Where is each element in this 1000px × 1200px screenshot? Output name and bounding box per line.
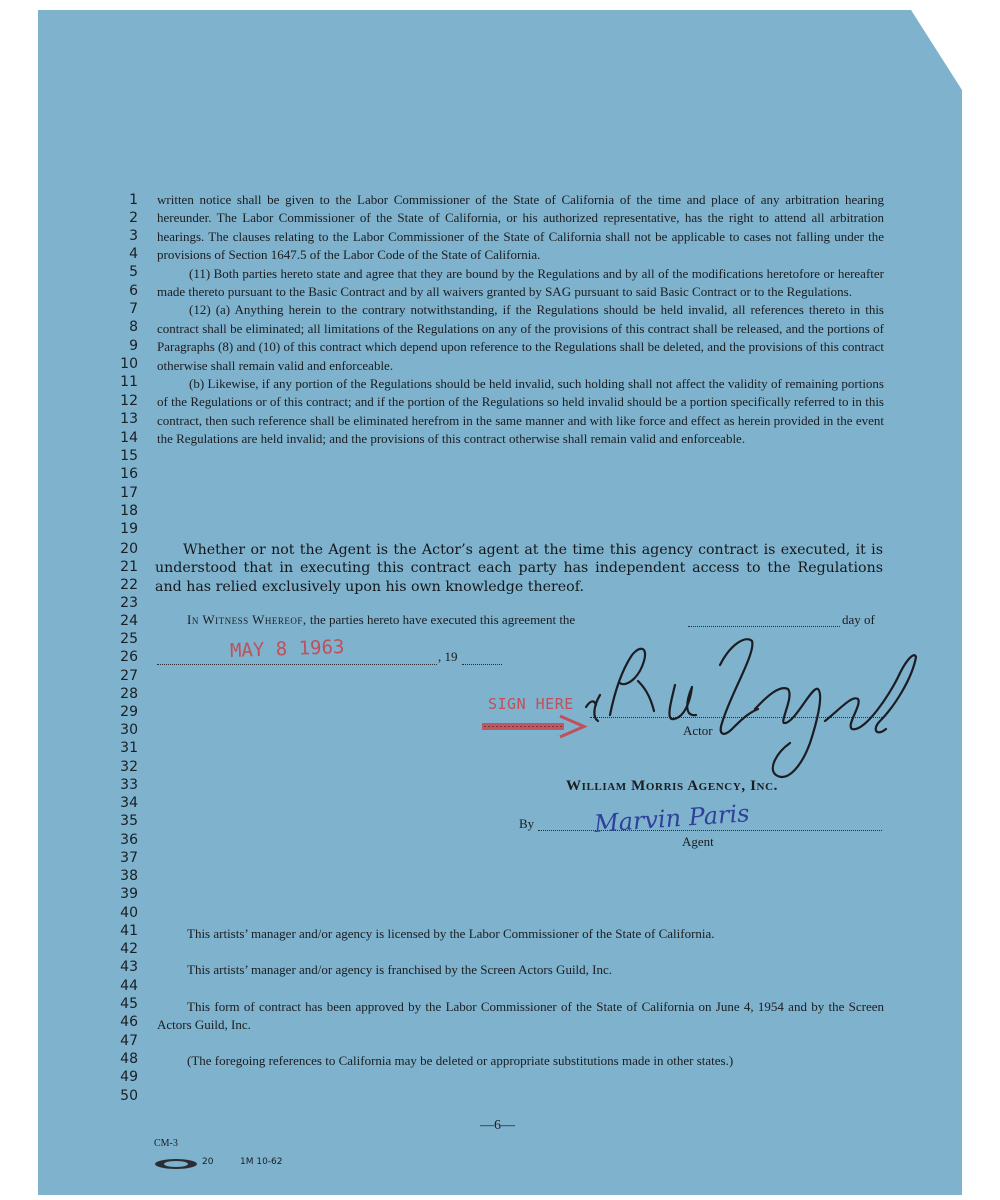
print-code-b: 1M 10-62 [240,1157,283,1167]
line-number: 22 [120,577,138,593]
line-number: 27 [120,668,138,684]
line-number: 47 [120,1033,138,1049]
page-number: —6— [480,1118,515,1133]
line-number: 48 [120,1051,138,1067]
line-number: 35 [120,813,138,829]
line-number: 23 [120,595,138,611]
date-stamp: MAY 8 1963 [229,636,345,662]
contract-body-text [157,191,884,449]
line-number: 11 [120,374,138,390]
line-number: 19 [120,521,138,537]
actor-signature [580,625,920,800]
line-number: 17 [120,485,138,501]
line-number: 50 [120,1088,138,1104]
line-number: 38 [120,868,138,884]
references-notice: (The foregoing references to California may be deleted or appropriate substitutions made in other states.) [187,1053,734,1068]
line-number: 49 [120,1069,138,1085]
line-number: 16 [120,466,138,482]
actor-label: Actor [683,723,713,738]
line-number: 34 [120,795,138,811]
agency-name: William Morris Agency, Inc. [566,778,778,794]
paragraph-11: (11) Both parties hereto state and agree that they are bound by the Regulations and by all of the modifications heretofore or hereafter made thereto pursuant to the Basic Contract and by all waivers granted by SAG pursuant to said Basic Contract or to the Regulations. [157,265,884,300]
line-number: 18 [120,503,138,519]
line-number: 33 [120,777,138,793]
line-number: 28 [120,686,138,702]
paragraph-independent-access: Whether or not the Agent is the Actor’s agent at the time this agency contract is executed, it is understood that in executing this contract each party has independent access to the Regulations and has relied exclusively upon his own knowledge thereof. [155,542,883,595]
line-number: 29 [120,704,138,720]
line-number: 39 [120,886,138,902]
line-number: 44 [120,978,138,994]
form-code: CM-3 [154,1138,178,1149]
line-number: 41 [120,923,138,939]
line-number: 2 [129,210,138,226]
line-number: 21 [120,559,138,575]
paragraph-12a: (12) (a) Anything herein to the contrary notwithstanding, if the Regulations should be held invalid, all references thereto in this contract shall be eliminated; all limitations of the Regulations on any of the provisions of this contract shall be released, and the portions of Paragraphs (8) and (10) of this contract which depend upon reference to the Regulations shall be deleted, and the provisions of this contract otherwise shall remain valid and enforceable. [157,302,884,373]
line-number: 31 [120,740,138,756]
franchise-notice: This artists’ manager and/or agency is franchised by the Screen Actors Guild, Inc. [187,962,613,977]
witness-text: the parties hereto have executed this agreement the [309,612,576,627]
year-prefix: , 19 [438,649,458,664]
line-number: 25 [120,631,138,647]
union-label-icon [154,1158,198,1170]
sign-here-arrow-icon [480,714,590,740]
year-blank[interactable] [462,664,502,665]
line-number: 14 [120,430,138,446]
line-number: 20 [120,541,138,557]
line-number: 43 [120,959,138,975]
line-number: 26 [120,649,138,665]
agent-label: Agent [682,834,714,849]
line-number: 42 [120,941,138,957]
line-number: 36 [120,832,138,848]
paragraph-arbitration-notice: written notice shall be given to the Labor Commissioner of the State of California of the time and place of any arbitration hearing hereunder. The Labor Commissioner of the State of California, or his authorized representative, has the right to attend all arbitration hearings. The clauses relating to the Labor Commissioner of the State of California shall not be applicable to cases not falling under the provisions of Section 1647.5 of the Labor Code of the State of California. [157,192,884,263]
line-number: 15 [120,448,138,464]
witness-clause [187,612,575,628]
line-number: 12 [120,393,138,409]
line-number: 24 [120,613,138,629]
line-number: 30 [120,722,138,738]
sign-here-stamp: SIGN HERE [488,695,574,713]
date-blank[interactable] [157,664,437,665]
witness-lead: In Witness Whereof, [187,612,307,627]
line-number: 10 [120,356,138,372]
line-number: 13 [120,411,138,427]
paragraph-12b: (b) Likewise, if any portion of the Regulations should be held invalid, such holding shall not affect the validity of remaining portions of the Regulations or of this contract; and if the portion of the Regulations so held invalid should be a portion specifically referred to in this contract, then such reference shall be eliminated herefrom in the same manner and with like force and effect as herein provided in the event the Regulations are held invalid; and the provisions of this contract otherwise shall remain valid and enforceable. [157,376,884,447]
line-number: 45 [120,996,138,1012]
line-number: 46 [120,1014,138,1030]
agent-signature [590,798,790,838]
line-number: 7 [129,301,138,317]
approval-notice: This form of contract has been approved by the Labor Commissioner of the State of California on June 4, 1954 and by the Screen Actors Guild, Inc. [157,999,884,1033]
line-number: 1 [129,192,138,208]
line-number: 40 [120,905,138,921]
print-code-a: 20 [202,1157,214,1167]
line-number: 32 [120,759,138,775]
line-number: 37 [120,850,138,866]
line-number: 4 [129,246,138,262]
line-number: 6 [129,283,138,299]
svg-text:Marvin Paris: Marvin Paris [593,799,751,838]
line-number: 5 [129,264,138,280]
day-of-label: day of [842,612,875,627]
line-number: 9 [129,338,138,354]
line-number: 3 [129,228,138,244]
by-label: By [519,816,535,831]
license-notice: This artists’ manager and/or agency is licensed by the Labor Commissioner of the State of California. [187,926,715,941]
line-number: 8 [129,319,138,335]
